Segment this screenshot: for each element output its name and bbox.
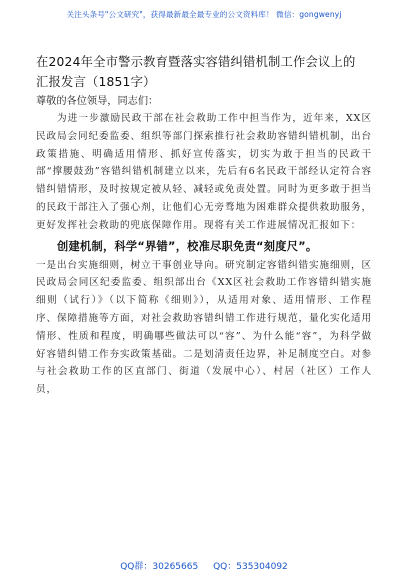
footer-qq: QQ：535304092 [213, 562, 288, 572]
section-heading: 创建机制，科学“界错”，校准尽职免责“刻度尺”。 [57, 239, 318, 253]
salutation: 尊敬的各位领导，同志们： [36, 96, 159, 107]
footer [0, 559, 408, 572]
header-banner: 关注头条号"公文研究"，获得最新最全最专业的公文资料库！ 微信：gongwenyj [66, 10, 342, 19]
document-body [36, 52, 372, 399]
title-line-2: 汇报发言（1851字） [36, 75, 156, 89]
paragraph-section-body: 一是出台实施细则，树立干事创业导向。研究制定容错纠错实施细则，区民政局会同区纪委监委、组织部出台《XX区社会救助工作容错纠错实施细则（试行）》（以下简称《细则》），从适用对象、适用情形、工作程序、保障措施等方面，对社会救助容错纠错工作进行规范，量化实化适用情形、性质和程度，明确哪些做法可以“容”、为什么能“容”，为科学做好容错纠错工作夯实政策基础。二是划清责任边界，补足制度空白。对参与社会救助工作的区直部门、街道（发展中心）、村居（社区）工作人员， [36, 259, 372, 396]
paragraph-intro: 为进一步激励民政干部在社会救助工作中担当作为，近年来，XX区民政局会同纪委监委、组织等部门探索推行社会救助容错纠错机制，出台政策措施、明确适用情形、抓好宣传落实，切实为敢于担当的民政干部“撑腰鼓劲”容错纠错机制建立以来，先后有6名民政干部经认定符合容错纠错情形，及时按规定被从轻、减轻或免责处置。同时为更多敢于担当的民政干部注入了强心剂，让他们心无旁骛地为困难群众提供救助服务，更好发挥社会救助的兜底保障作用。现将有关工作进展情况汇报如下： [36, 113, 372, 231]
title-line-1: 在2024年全市警示教育暨落实容错纠错机制工作会议上的 [36, 55, 356, 69]
document-title [36, 52, 372, 92]
footer-qq-group: QQ群：30265665 [120, 562, 199, 572]
